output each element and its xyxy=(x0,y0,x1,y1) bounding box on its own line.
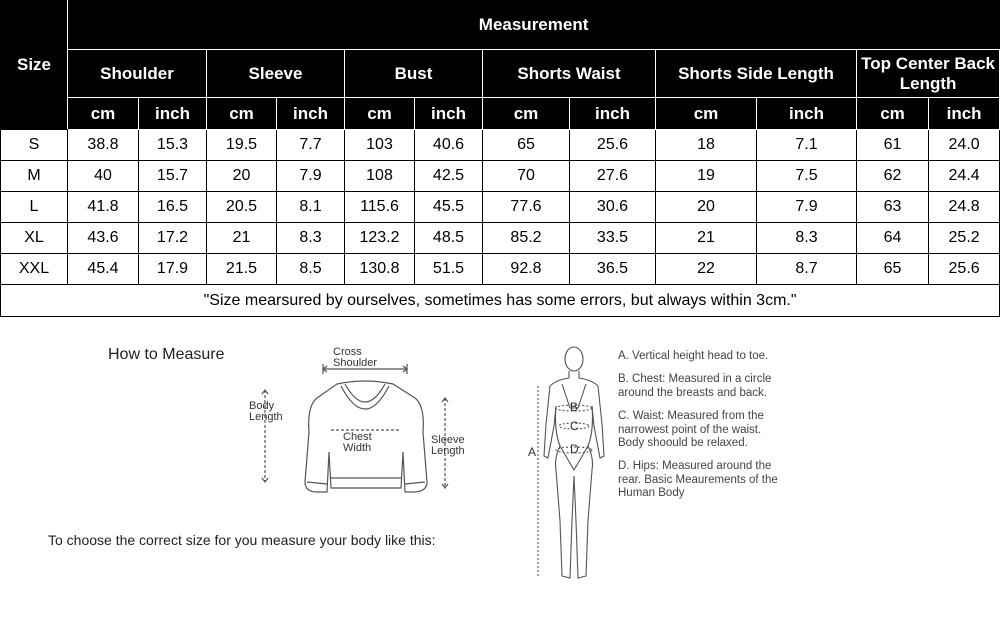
unit-header: cm xyxy=(656,98,757,130)
value-cell: 8.3 xyxy=(757,223,857,254)
value-cell: 123.2 xyxy=(345,223,415,254)
value-cell: 108 xyxy=(345,161,415,192)
unit-header: inch xyxy=(277,98,345,130)
value-cell: 92.8 xyxy=(483,254,570,285)
value-cell: 25.6 xyxy=(570,130,656,161)
value-cell: 16.5 xyxy=(139,192,207,223)
value-cell: 42.5 xyxy=(415,161,483,192)
size-cell: M xyxy=(1,161,68,192)
value-cell: 45.5 xyxy=(415,192,483,223)
value-cell: 20.5 xyxy=(207,192,277,223)
value-cell: 20 xyxy=(207,161,277,192)
value-cell: 25.2 xyxy=(929,223,1000,254)
value-cell: 115.6 xyxy=(345,192,415,223)
note-d-hips: D. Hips: Measured around the rear. Basic Meaurements of the Human Body xyxy=(618,460,778,500)
value-cell: 48.5 xyxy=(415,223,483,254)
value-cell: 43.6 xyxy=(68,223,139,254)
sleeve-length-label-1: Sleeve xyxy=(431,434,465,446)
how-to-measure-title: How to Measure xyxy=(108,346,225,363)
value-cell: 62 xyxy=(857,161,929,192)
note-c-waist: C. Waist: Measured from the narrowest point of the waist. Body shoould be relaxed. xyxy=(618,410,764,450)
value-cell: 85.2 xyxy=(483,223,570,254)
table-row xyxy=(1,223,1000,254)
value-cell: 21.5 xyxy=(207,254,277,285)
value-cell: 21 xyxy=(207,223,277,254)
value-cell: 41.8 xyxy=(68,192,139,223)
sleeve-length-label-2: Length xyxy=(431,445,465,457)
unit-header: inch xyxy=(139,98,207,130)
value-cell: 7.5 xyxy=(757,161,857,192)
value-cell: 8.1 xyxy=(277,192,345,223)
value-cell: 63 xyxy=(857,192,929,223)
marker-c-label: C xyxy=(570,419,579,433)
value-cell: 51.5 xyxy=(415,254,483,285)
human-body-drawing xyxy=(526,346,616,596)
table-row xyxy=(1,130,1000,161)
value-cell: 30.6 xyxy=(570,192,656,223)
value-cell: 18 xyxy=(656,130,757,161)
measure-instruction: To choose the correct size for you measure your body like this: xyxy=(48,532,436,548)
size-cell: S xyxy=(1,130,68,161)
value-cell: 7.9 xyxy=(757,192,857,223)
table-row xyxy=(1,161,1000,192)
value-cell: 61 xyxy=(857,130,929,161)
size-cell: XXL xyxy=(1,254,68,285)
value-cell: 40 xyxy=(68,161,139,192)
marker-a-label: A xyxy=(528,445,537,459)
group-header: Shorts Side Length xyxy=(656,50,857,98)
value-cell: 7.7 xyxy=(277,130,345,161)
group-header: Sleeve xyxy=(207,50,345,98)
value-cell: 27.6 xyxy=(570,161,656,192)
value-cell: 8.3 xyxy=(277,223,345,254)
size-column-header: Size xyxy=(1,1,68,130)
unit-header: cm xyxy=(345,98,415,130)
value-cell: 7.9 xyxy=(277,161,345,192)
group-header: Top Center Back Length xyxy=(857,50,1000,98)
value-cell: 19 xyxy=(656,161,757,192)
cross-shoulder-label-2: Shoulder xyxy=(333,357,378,369)
value-cell: 36.5 xyxy=(570,254,656,285)
value-cell: 130.8 xyxy=(345,254,415,285)
measurement-header: Measurement xyxy=(68,1,1000,50)
cross-shoulder-label-1: Cross xyxy=(333,346,362,358)
chest-width-label-2: Width xyxy=(343,442,372,454)
value-cell: 33.5 xyxy=(570,223,656,254)
value-cell: 38.8 xyxy=(68,130,139,161)
group-header: Shorts Waist xyxy=(483,50,656,98)
value-cell: 103 xyxy=(345,130,415,161)
value-cell: 24.4 xyxy=(929,161,1000,192)
note-a-height: A. Vertical height head to toe. xyxy=(618,350,769,362)
value-cell: 77.6 xyxy=(483,192,570,223)
body-length-label-1: Body xyxy=(249,400,275,412)
value-cell: 8.5 xyxy=(277,254,345,285)
value-cell: 17.2 xyxy=(139,223,207,254)
body-measure-figure xyxy=(526,346,616,596)
measurement-note: "Size mearsured by ourselves, sometimes has some errors, but always within 3cm." xyxy=(1,285,1000,317)
size-cell: XL xyxy=(1,223,68,254)
unit-header: inch xyxy=(415,98,483,130)
value-cell: 8.7 xyxy=(757,254,857,285)
value-cell: 15.3 xyxy=(139,130,207,161)
chest-width-label-1: Chest xyxy=(343,431,372,443)
unit-header: inch xyxy=(929,98,1000,130)
value-cell: 21 xyxy=(656,223,757,254)
garment-measure-sketch xyxy=(245,342,485,502)
value-cell: 22 xyxy=(656,254,757,285)
marker-b-label: B xyxy=(570,400,579,414)
unit-header: inch xyxy=(757,98,857,130)
value-cell: 65 xyxy=(857,254,929,285)
body-length-label-2: Length xyxy=(249,411,283,423)
value-cell: 45.4 xyxy=(68,254,139,285)
value-cell: 40.6 xyxy=(415,130,483,161)
table-row xyxy=(1,254,1000,285)
unit-header: inch xyxy=(570,98,656,130)
value-cell: 25.6 xyxy=(929,254,1000,285)
value-cell: 7.1 xyxy=(757,130,857,161)
value-cell: 19.5 xyxy=(207,130,277,161)
unit-header: cm xyxy=(857,98,929,130)
value-cell: 24.0 xyxy=(929,130,1000,161)
unit-header: cm xyxy=(207,98,277,130)
unit-header: cm xyxy=(68,98,139,130)
value-cell: 20 xyxy=(656,192,757,223)
size-cell: L xyxy=(1,192,68,223)
table-row xyxy=(1,192,1000,223)
value-cell: 15.7 xyxy=(139,161,207,192)
value-cell: 17.9 xyxy=(139,254,207,285)
unit-header: cm xyxy=(483,98,570,130)
value-cell: 24.8 xyxy=(929,192,1000,223)
value-cell: 70 xyxy=(483,161,570,192)
value-cell: 65 xyxy=(483,130,570,161)
group-header: Shoulder xyxy=(68,50,207,98)
measurement-notes xyxy=(618,350,788,511)
value-cell: 64 xyxy=(857,223,929,254)
note-b-chest: B. Chest: Measured in a circle around the breasts and back. xyxy=(618,373,772,399)
marker-d-label: D xyxy=(570,442,579,456)
group-header: Bust xyxy=(345,50,483,98)
